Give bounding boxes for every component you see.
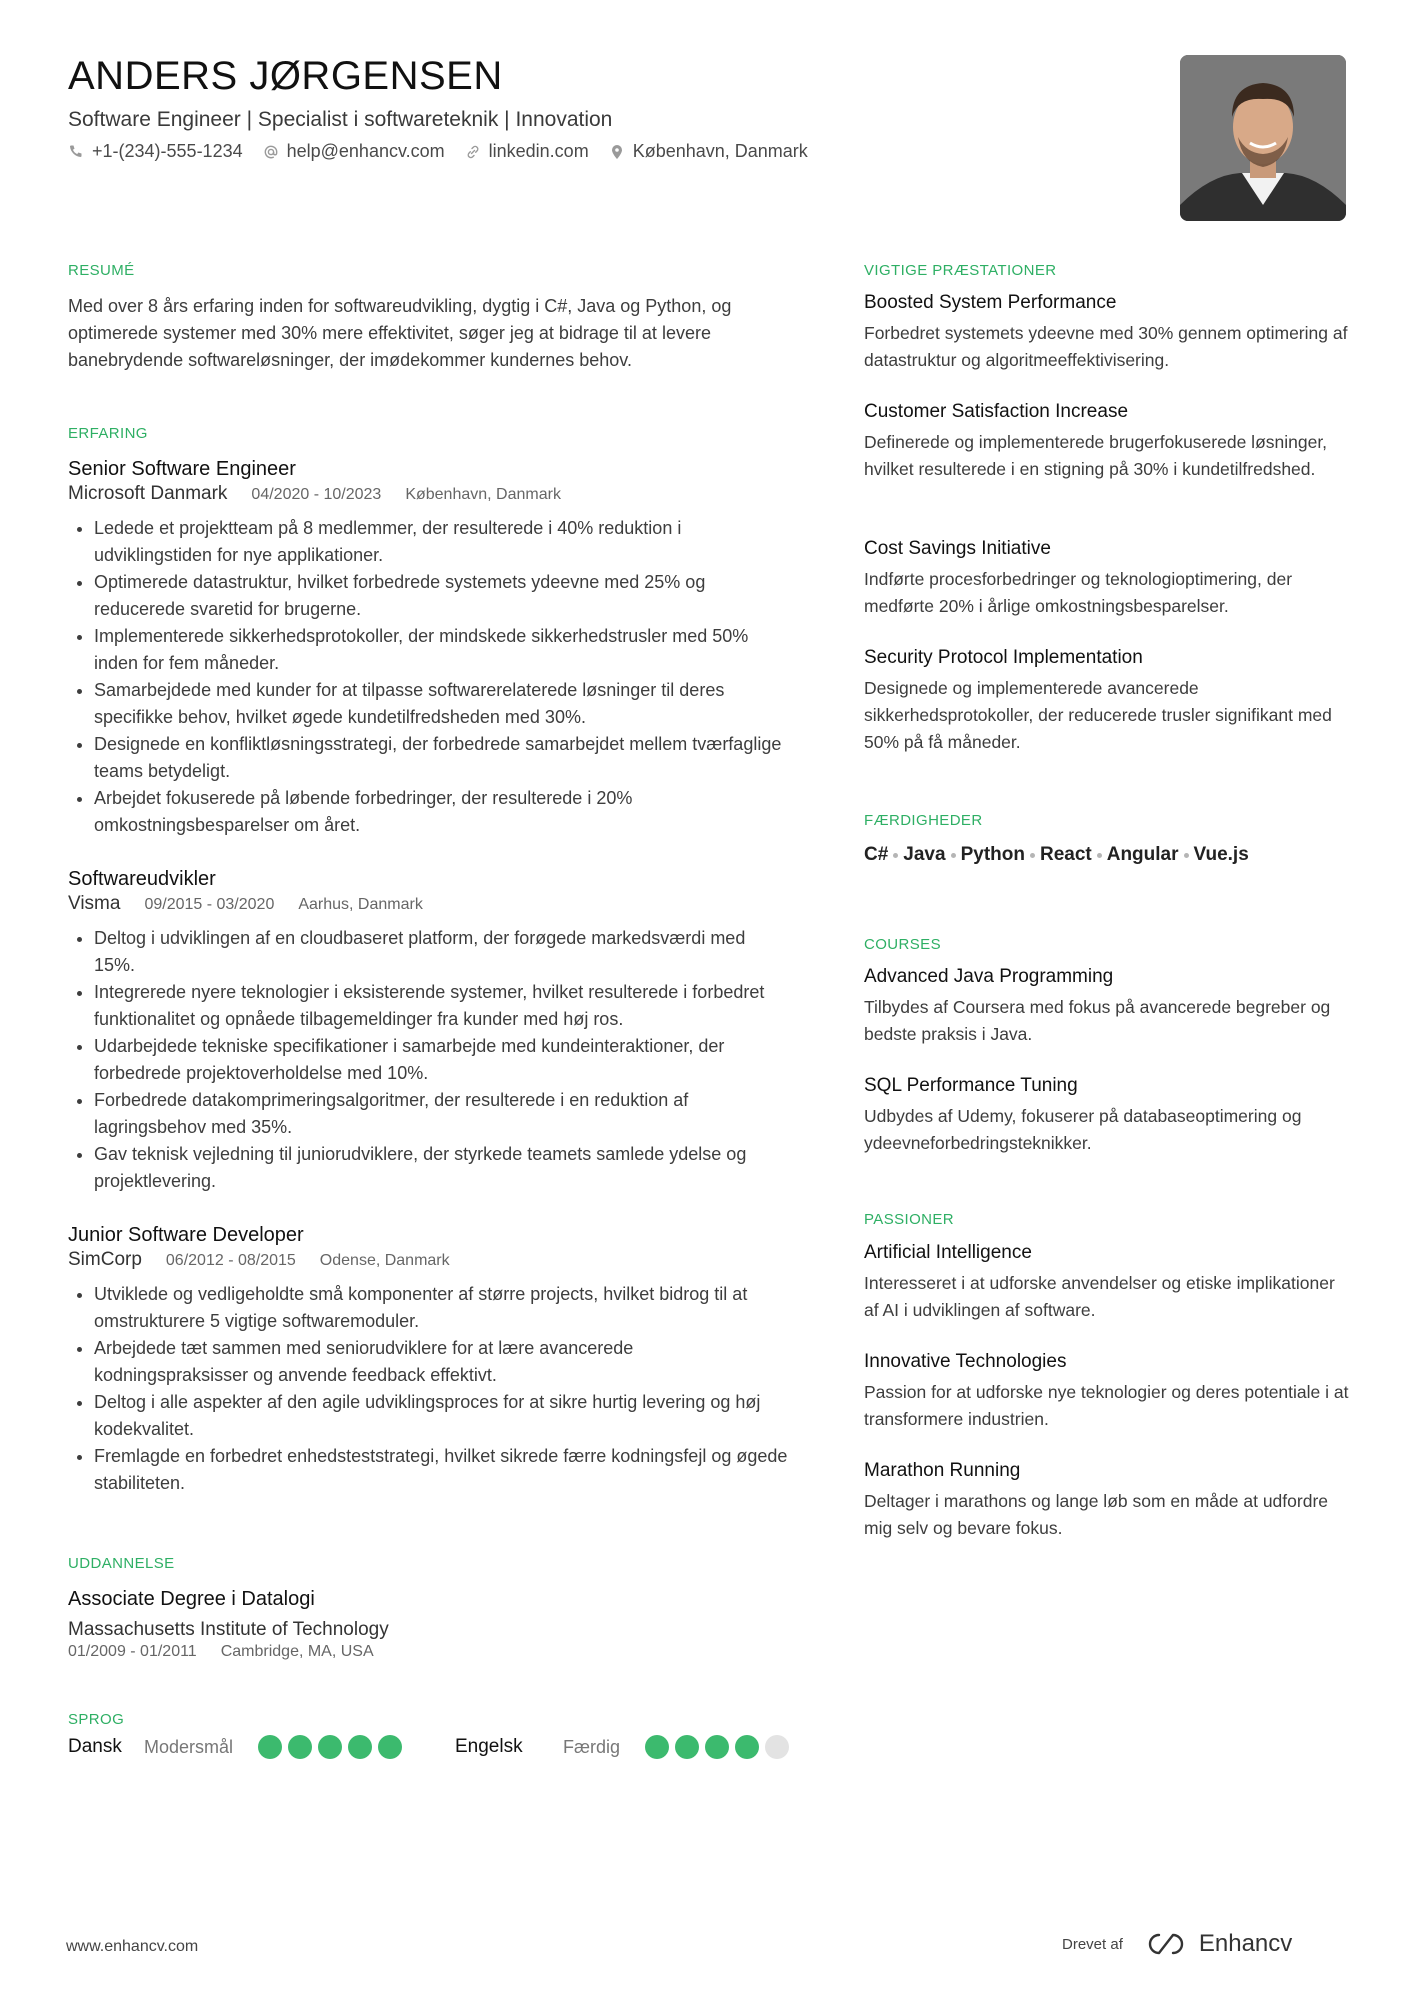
course-title: Advanced Java Programming [864, 966, 1114, 987]
phone-text: +1-(234)-555-1234 [92, 141, 243, 161]
job-meta [68, 1248, 788, 1273]
experience-job-2 [68, 866, 788, 1195]
section-title-resume: RESUMÉ [68, 262, 135, 279]
enhancv-logo[interactable] [1143, 1930, 1292, 1958]
language-name: Engelsk [455, 1736, 523, 1757]
job-meta [68, 892, 788, 917]
skill-item: Python [960, 844, 1025, 865]
linkedin-text: linkedin.com [488, 141, 589, 161]
job-company: Microsoft Danmark [68, 483, 228, 504]
contact-location [609, 141, 808, 162]
job-meta [68, 482, 788, 507]
achievement-desc: Designede og implementerede avancerede sikkerhedsprotokoller, der reducerede trusler signifikant med 50% på få måneder. [864, 678, 1332, 752]
achievement-desc: Indførte procesforbedringer og teknologioptimering, der medførte 20% i årlige omkostningsbesparelser. [864, 569, 1293, 616]
achievement-item [864, 536, 1354, 620]
list-item: • Fremlagde en forbedret enhedsteststrategi, hvilket sikrede færre kodningsfejl og øgede stabiliteten. [94, 1443, 788, 1497]
language-rating [645, 1735, 789, 1759]
contact-phone[interactable] [68, 141, 243, 162]
education-school: Massachusetts Institute of Technology [68, 1619, 389, 1640]
education-entry [68, 1586, 788, 1662]
job-company: SimCorp [68, 1249, 142, 1270]
section-title-courses: COURSES [864, 936, 941, 953]
footer-website-link[interactable]: www.enhancv.com [66, 1938, 199, 1955]
achievement-title: Cost Savings Initiative [864, 538, 1051, 559]
separator-dot [951, 853, 956, 858]
job-location: Aarhus, Danmark [298, 896, 423, 913]
list-item: • Designede en konfliktløsningsstrategi, der forbedrede samarbejdet mellem tværfaglige teams betydeligt. [94, 731, 788, 785]
list-item: • Gav teknisk vejledning til juniorudviklere, der styrkede teamets samlede ydelse og projektlevering. [94, 1141, 788, 1195]
passion-desc: Deltager i marathons og lange løb som en måde at udfordre mig selv og bevare fokus. [864, 1491, 1329, 1538]
education-location: Cambridge, MA, USA [220, 1643, 374, 1660]
skills-list [864, 844, 1354, 866]
profile-photo [1180, 55, 1346, 221]
email-text: help@enhancv.com [286, 141, 445, 161]
skill-item: Angular [1106, 844, 1179, 865]
separator-dot [1097, 853, 1102, 858]
course-desc: Tilbydes af Coursera med fokus på avancerede begreber og bedste praksis i Java. [864, 997, 1331, 1044]
separator-dot [893, 853, 898, 858]
section-title-passions: PASSIONER [864, 1211, 955, 1228]
language-row-danish [68, 1735, 402, 1759]
rating-dot-filled [705, 1735, 729, 1759]
passion-item [864, 1240, 1354, 1324]
rating-dot-filled [675, 1735, 699, 1759]
education-dates: 01/2009 - 01/2011 [68, 1643, 197, 1660]
enhancv-logo-icon [1143, 1931, 1191, 1957]
language-row-english [455, 1735, 789, 1759]
list-item: • Deltog i alle aspekter af den agile udviklingsproces for at sikre hurtig levering og høj kodekvalitet. [94, 1389, 788, 1443]
achievement-desc: Definerede og implementerede brugerfokuserede løsninger, hvilket resulterede i en stigning på 30% i kundetilfredshed. [864, 432, 1328, 479]
course-item [864, 964, 1354, 1048]
list-item: • Arbejdet fokuserede på løbende forbedringer, der resulterede i 20% omkostningsbesparelser om året. [94, 785, 788, 839]
separator-dot [1030, 853, 1035, 858]
at-icon [263, 144, 279, 160]
rating-dot-filled [735, 1735, 759, 1759]
experience-job-3 [68, 1222, 788, 1497]
achievement-item [864, 399, 1354, 483]
contact-linkedin[interactable] [465, 141, 589, 162]
powered-by-label: Drevet af [1062, 1935, 1123, 1953]
passion-desc: Interesseret i at udforske anvendelser og etiske implikationer af AI i udviklingen af software. [864, 1273, 1335, 1320]
language-level: Modersmål [144, 1736, 234, 1757]
achievement-item [864, 290, 1354, 374]
footer-branding [1062, 1930, 1292, 1958]
section-title-achievements: VIGTIGE PRÆSTATIONER [864, 262, 1057, 279]
skill-item: Vue.js [1193, 844, 1249, 865]
phone-icon [68, 144, 84, 160]
job-location: København, Danmark [405, 486, 561, 503]
passion-title: Innovative Technologies [864, 1351, 1067, 1372]
rating-dot-filled [258, 1735, 282, 1759]
location-pin-icon [609, 144, 625, 160]
list-item: • Optimerede datastruktur, hvilket forbedrede systemets ydeevne med 25% og reducerede svaretid for brugerne. [94, 569, 788, 623]
language-rating [258, 1735, 402, 1759]
education-meta [68, 1642, 788, 1662]
achievement-desc: Forbedret systemets ydeevne med 30% gennem optimering af datastruktur og algoritmeeffektivisering. [864, 323, 1348, 370]
course-item [864, 1073, 1354, 1157]
job-title: Junior Software Developer [68, 1224, 304, 1246]
skill-item: Java [903, 844, 946, 865]
job-dates: 09/2015 - 03/2020 [144, 896, 275, 913]
education-degree: Associate Degree i Datalogi [68, 1588, 315, 1610]
course-desc: Udbydes af Udemy, fokuserer på databaseoptimering og ydeevneforbedringsteknikker. [864, 1106, 1302, 1153]
job-dates: 04/2020 - 10/2023 [251, 486, 382, 503]
job-company: Visma [68, 893, 121, 914]
skill-item: C# [864, 844, 889, 865]
profile-photo-image [1180, 55, 1346, 221]
list-item: • Deltog i udviklingen af en cloudbaseret platform, der forøgede markedsværdi med 15%. [94, 925, 788, 979]
passion-item [864, 1458, 1354, 1542]
achievement-title: Security Protocol Implementation [864, 647, 1143, 668]
achievement-title: Boosted System Performance [864, 292, 1117, 313]
job-bullets [68, 515, 788, 839]
passion-desc: Passion for at udforske nye teknologier og deres potentiale i at transformere industrien. [864, 1382, 1349, 1429]
contact-bar [68, 141, 808, 162]
job-bullets [68, 1281, 788, 1497]
list-item: • Samarbejdede med kunder for at tilpasse softwarerelaterede løsninger til deres specifikke behov, hvilket øgede kundetilfredsheden med 30%. [94, 677, 788, 731]
section-title-education: UDDANNELSE [68, 1555, 175, 1572]
candidate-subtitle: Software Engineer | Specialist i softwareteknik | Innovation [68, 108, 613, 131]
list-item: • Ledede et projektteam på 8 medlemmer, der resulterede i 40% reduktion i udviklingstiden for nye applikationer. [94, 515, 788, 569]
list-item: • Integrerede nyere teknologier i eksisterende systemer, hvilket resulterede i forbedret funktionalitet og opnåede tilbagemeldinger fra kunder med høj ros. [94, 979, 788, 1033]
job-location: Odense, Danmark [319, 1252, 450, 1269]
job-bullets [68, 925, 788, 1195]
section-title-languages: SPROG [68, 1711, 125, 1728]
language-name: Dansk [68, 1736, 122, 1757]
list-item: • Arbejdede tæt sammen med seniorudviklere for at lære avancerede kodningspraksisser og anvende feedback effektivt. [94, 1335, 788, 1389]
resume-summary: Med over 8 års erfaring inden for softwareudvikling, dygtig i C#, Java og Python, og optimerede systemer med 30% mere effektivitet, søger jeg at bidrage til at levere banebrydende softwareløsninger, der imødekommer kundernes behov. [68, 296, 732, 370]
location-text: København, Danmark [632, 141, 808, 161]
job-title: Softwareudvikler [68, 868, 216, 890]
rating-dot-filled [318, 1735, 342, 1759]
achievement-title: Customer Satisfaction Increase [864, 401, 1129, 422]
passion-item [864, 1349, 1354, 1433]
list-item: • Utviklede og vedligeholdte små komponenter af større projects, hvilket bidrog til at omstrukturere 5 vigtige softwaremoduler. [94, 1281, 788, 1335]
rating-dot-empty [765, 1735, 789, 1759]
list-item: • Udarbejdede tekniske specifikationer i samarbejde med kundeinteraktioner, der forbedrede projektoverholdelse med 10%. [94, 1033, 788, 1087]
skill-item: React [1039, 844, 1092, 865]
separator-dot [1184, 853, 1189, 858]
job-dates: 06/2012 - 08/2015 [165, 1252, 296, 1269]
contact-email[interactable] [263, 141, 445, 162]
candidate-name: ANDERS JØRGENSEN [68, 54, 503, 98]
passion-title: Artificial Intelligence [864, 1242, 1032, 1263]
job-title: Senior Software Engineer [68, 458, 296, 480]
language-level: Færdig [563, 1736, 621, 1757]
experience-job-1 [68, 456, 788, 839]
achievement-item [864, 645, 1354, 756]
rating-dot-filled [288, 1735, 312, 1759]
link-icon [465, 144, 481, 160]
course-title: SQL Performance Tuning [864, 1075, 1078, 1096]
rating-dot-filled [378, 1735, 402, 1759]
rating-dot-filled [645, 1735, 669, 1759]
passion-title: Marathon Running [864, 1460, 1021, 1481]
rating-dot-filled [348, 1735, 372, 1759]
enhancv-logo-text: Enhancv [1198, 1930, 1293, 1957]
list-item: • Implementerede sikkerhedsprotokoller, der mindskede sikkerhedstrusler med 50% inden for fem måneder. [94, 623, 788, 677]
section-title-skills: FÆRDIGHEDER [864, 812, 983, 829]
section-title-experience: ERFARING [68, 425, 148, 442]
list-item: • Forbedrede datakomprimeringsalgoritmer, der resulterede i en reduktion af lagringsbehov med 35%. [94, 1087, 788, 1141]
